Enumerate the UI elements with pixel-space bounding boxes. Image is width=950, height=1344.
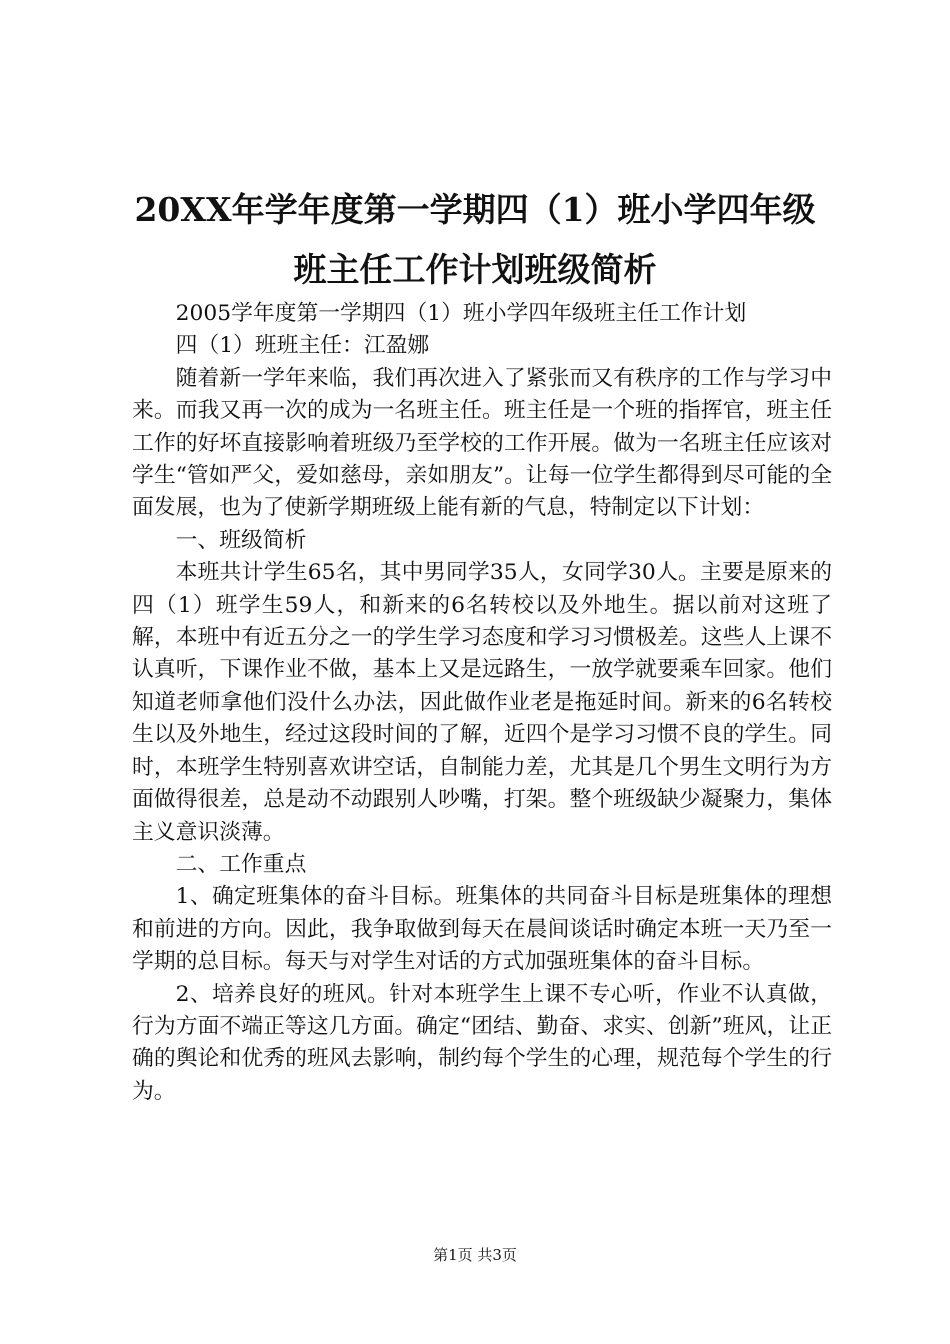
plan-heading-paragraph: 2005学年度第一学期四（1）班小学四年级班主任工作计划 [175, 301, 747, 326]
section-heading-class-analysis: 一、班级简析 [175, 527, 307, 553]
section-heading-work-focus: 二、工作重点 [175, 851, 307, 877]
document-title-line-1: 20XX年学年度第一学期四（1）班小学四年级 [134, 190, 816, 229]
work-focus-item-1: 1、确定班集体的奋斗目标。班集体的共同奋斗目标是班集体的理想和前进的方向。因此，我争取做到每天在晨间谈话时确定本班一天乃至一学期的总目标。每天与对学生对话的方式加强班集体的奋斗目标。 [132, 884, 832, 975]
work-focus-item-2: 2、培养良好的班风。针对本班学生上课不专心听，作业不认真做，行为方面不端正等这几方面。确定“团结、勤奋、求实、创新”班风，让正确的舆论和优秀的班风去影响，制约每个学生的心理，规范每个学生的行为。 [132, 981, 832, 1104]
intro-paragraph: 随着新一学年来临，我们再次进入了紧张而又有秩序的工作与学习中来。而我又再一次的成为一名班主任。班主任是一个班的指挥官，班主任工作的好坏直接影响着班级乃至学校的工作开展。做为一名班主任应该对学生“管如严父，爱如慈母，亲如朋友”。让每一位学生都得到尽可能的全面发展，也为了使新学期班级上能有新的气息，特制定以下计划： [132, 365, 832, 521]
page-footer: 第1页 共3页 [433, 1246, 517, 1264]
class-analysis-paragraph: 本班共计学生65名，其中男同学35人，女同学30人。主要是原来的四（1）班学生59人，和新来的6名转校以及外地生。据以前对这班了解，本班中有近五分之一的学生学习态度和学习习惯极差。这些人上课不认真听，下课作业不做，基本上又是远路生，一放学就要乘车回家。他们知道老师拿他们没什么办法，因此做作业老是拖延时间。新来的6名转校生以及外地生，经过这段时间的了解，近四个是学习习惯不良的学生。同时，本班学生特别喜欢讲空话，自制能力差，尤其是几个男生文明行为方面做得很差，总是动不动跟别人吵嘴，打架。整个班级缺少凝聚力，集体主义意识淡薄。 [132, 560, 832, 845]
document-title-line-2: 班主任工作计划班级简析 [293, 250, 657, 289]
teacher-name-paragraph: 四（1）班班主任：江盈娜 [175, 333, 430, 359]
document-body [132, 298, 832, 1108]
